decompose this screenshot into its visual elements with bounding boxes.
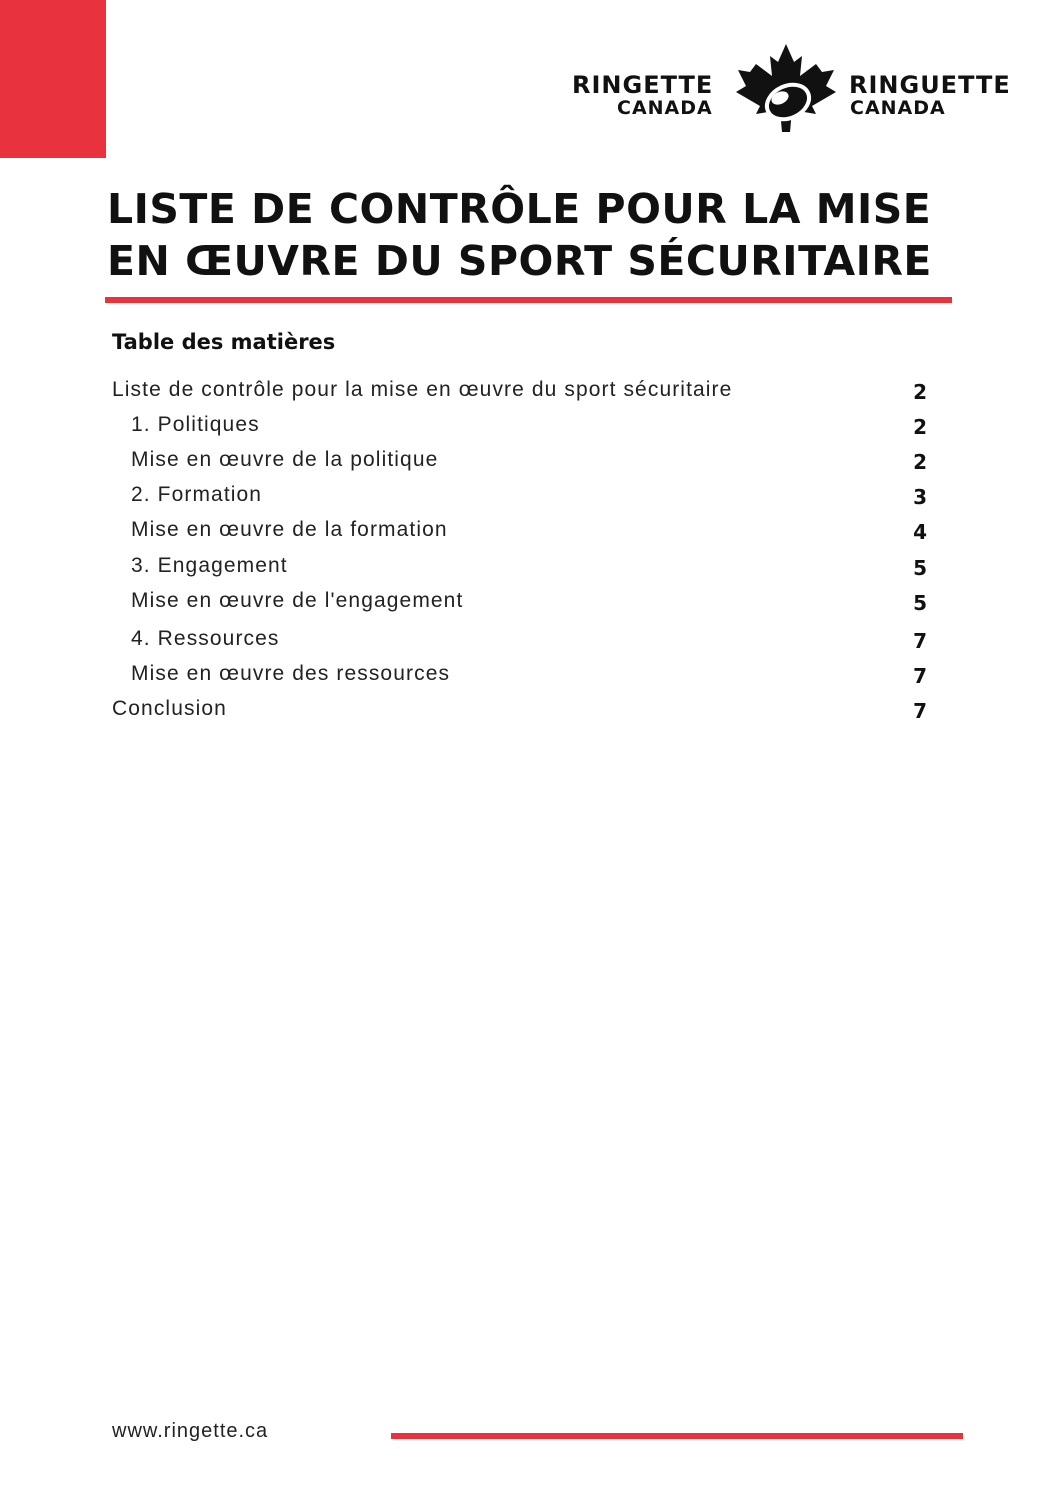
toc-entry-page: 7	[913, 699, 927, 723]
toc-entry[interactable]	[112, 627, 927, 657]
logo-text-ringette: RINGETTE	[572, 71, 714, 99]
toc-entry-label: 4. Ressources	[131, 627, 280, 650]
toc-entry[interactable]	[112, 518, 927, 548]
ringette-canada-logo	[570, 40, 1025, 135]
toc-entry-label: 1. Politiques	[131, 413, 260, 436]
document-title	[107, 183, 987, 287]
toc-heading: Table des matières	[112, 330, 336, 354]
toc-entry-label: Mise en œuvre des ressources	[131, 662, 451, 685]
toc-entry[interactable]	[112, 413, 927, 443]
toc-entry[interactable]	[112, 483, 927, 513]
toc-entry-page: 5	[913, 591, 927, 615]
logo-text-ringuette: RINGUETTE	[849, 71, 1011, 99]
toc-entry-label: Mise en œuvre de l'engagement	[131, 589, 464, 612]
logo-text-canada-fr: CANADA	[850, 97, 946, 119]
title-underline	[105, 297, 952, 303]
logo-text-canada-en: CANADA	[617, 97, 713, 119]
toc-entry-label: Conclusion	[112, 697, 227, 720]
toc-entry-page: 2	[913, 415, 927, 439]
toc-entry[interactable]	[112, 662, 927, 692]
toc-entry-label: Mise en œuvre de la formation	[131, 518, 448, 541]
toc-entry[interactable]	[112, 378, 927, 408]
toc-entry-label: 3. Engagement	[131, 554, 288, 577]
toc-entry-label: Mise en œuvre de la politique	[131, 448, 439, 471]
toc-entry-page: 4	[913, 520, 927, 544]
footer-website-link[interactable]: www.ringette.ca	[112, 1420, 269, 1442]
toc-entry[interactable]	[112, 554, 927, 584]
toc-entry[interactable]	[112, 448, 927, 478]
title-line-2: EN ŒUVRE DU SPORT SÉCURITAIRE	[107, 237, 932, 285]
toc-entry-page: 3	[913, 485, 927, 509]
maple-leaf-ring-icon	[734, 42, 838, 135]
toc-entry-page: 2	[913, 380, 927, 404]
toc-entry-label: Liste de contrôle pour la mise en œuvre du sport sécuritaire	[112, 378, 733, 401]
footer-accent-rule	[391, 1433, 963, 1439]
toc-entry-page: 5	[913, 556, 927, 580]
toc-entry-label: 2. Formation	[131, 483, 263, 506]
toc-entry[interactable]	[112, 697, 927, 727]
corner-accent-block	[0, 0, 106, 158]
toc-entry[interactable]	[112, 589, 927, 619]
toc-entry-page: 7	[913, 664, 927, 688]
toc-entry-page: 2	[913, 450, 927, 474]
title-line-1: LISTE DE CONTRÔLE POUR LA MISE	[107, 185, 932, 233]
toc-entry-page: 7	[913, 629, 927, 653]
